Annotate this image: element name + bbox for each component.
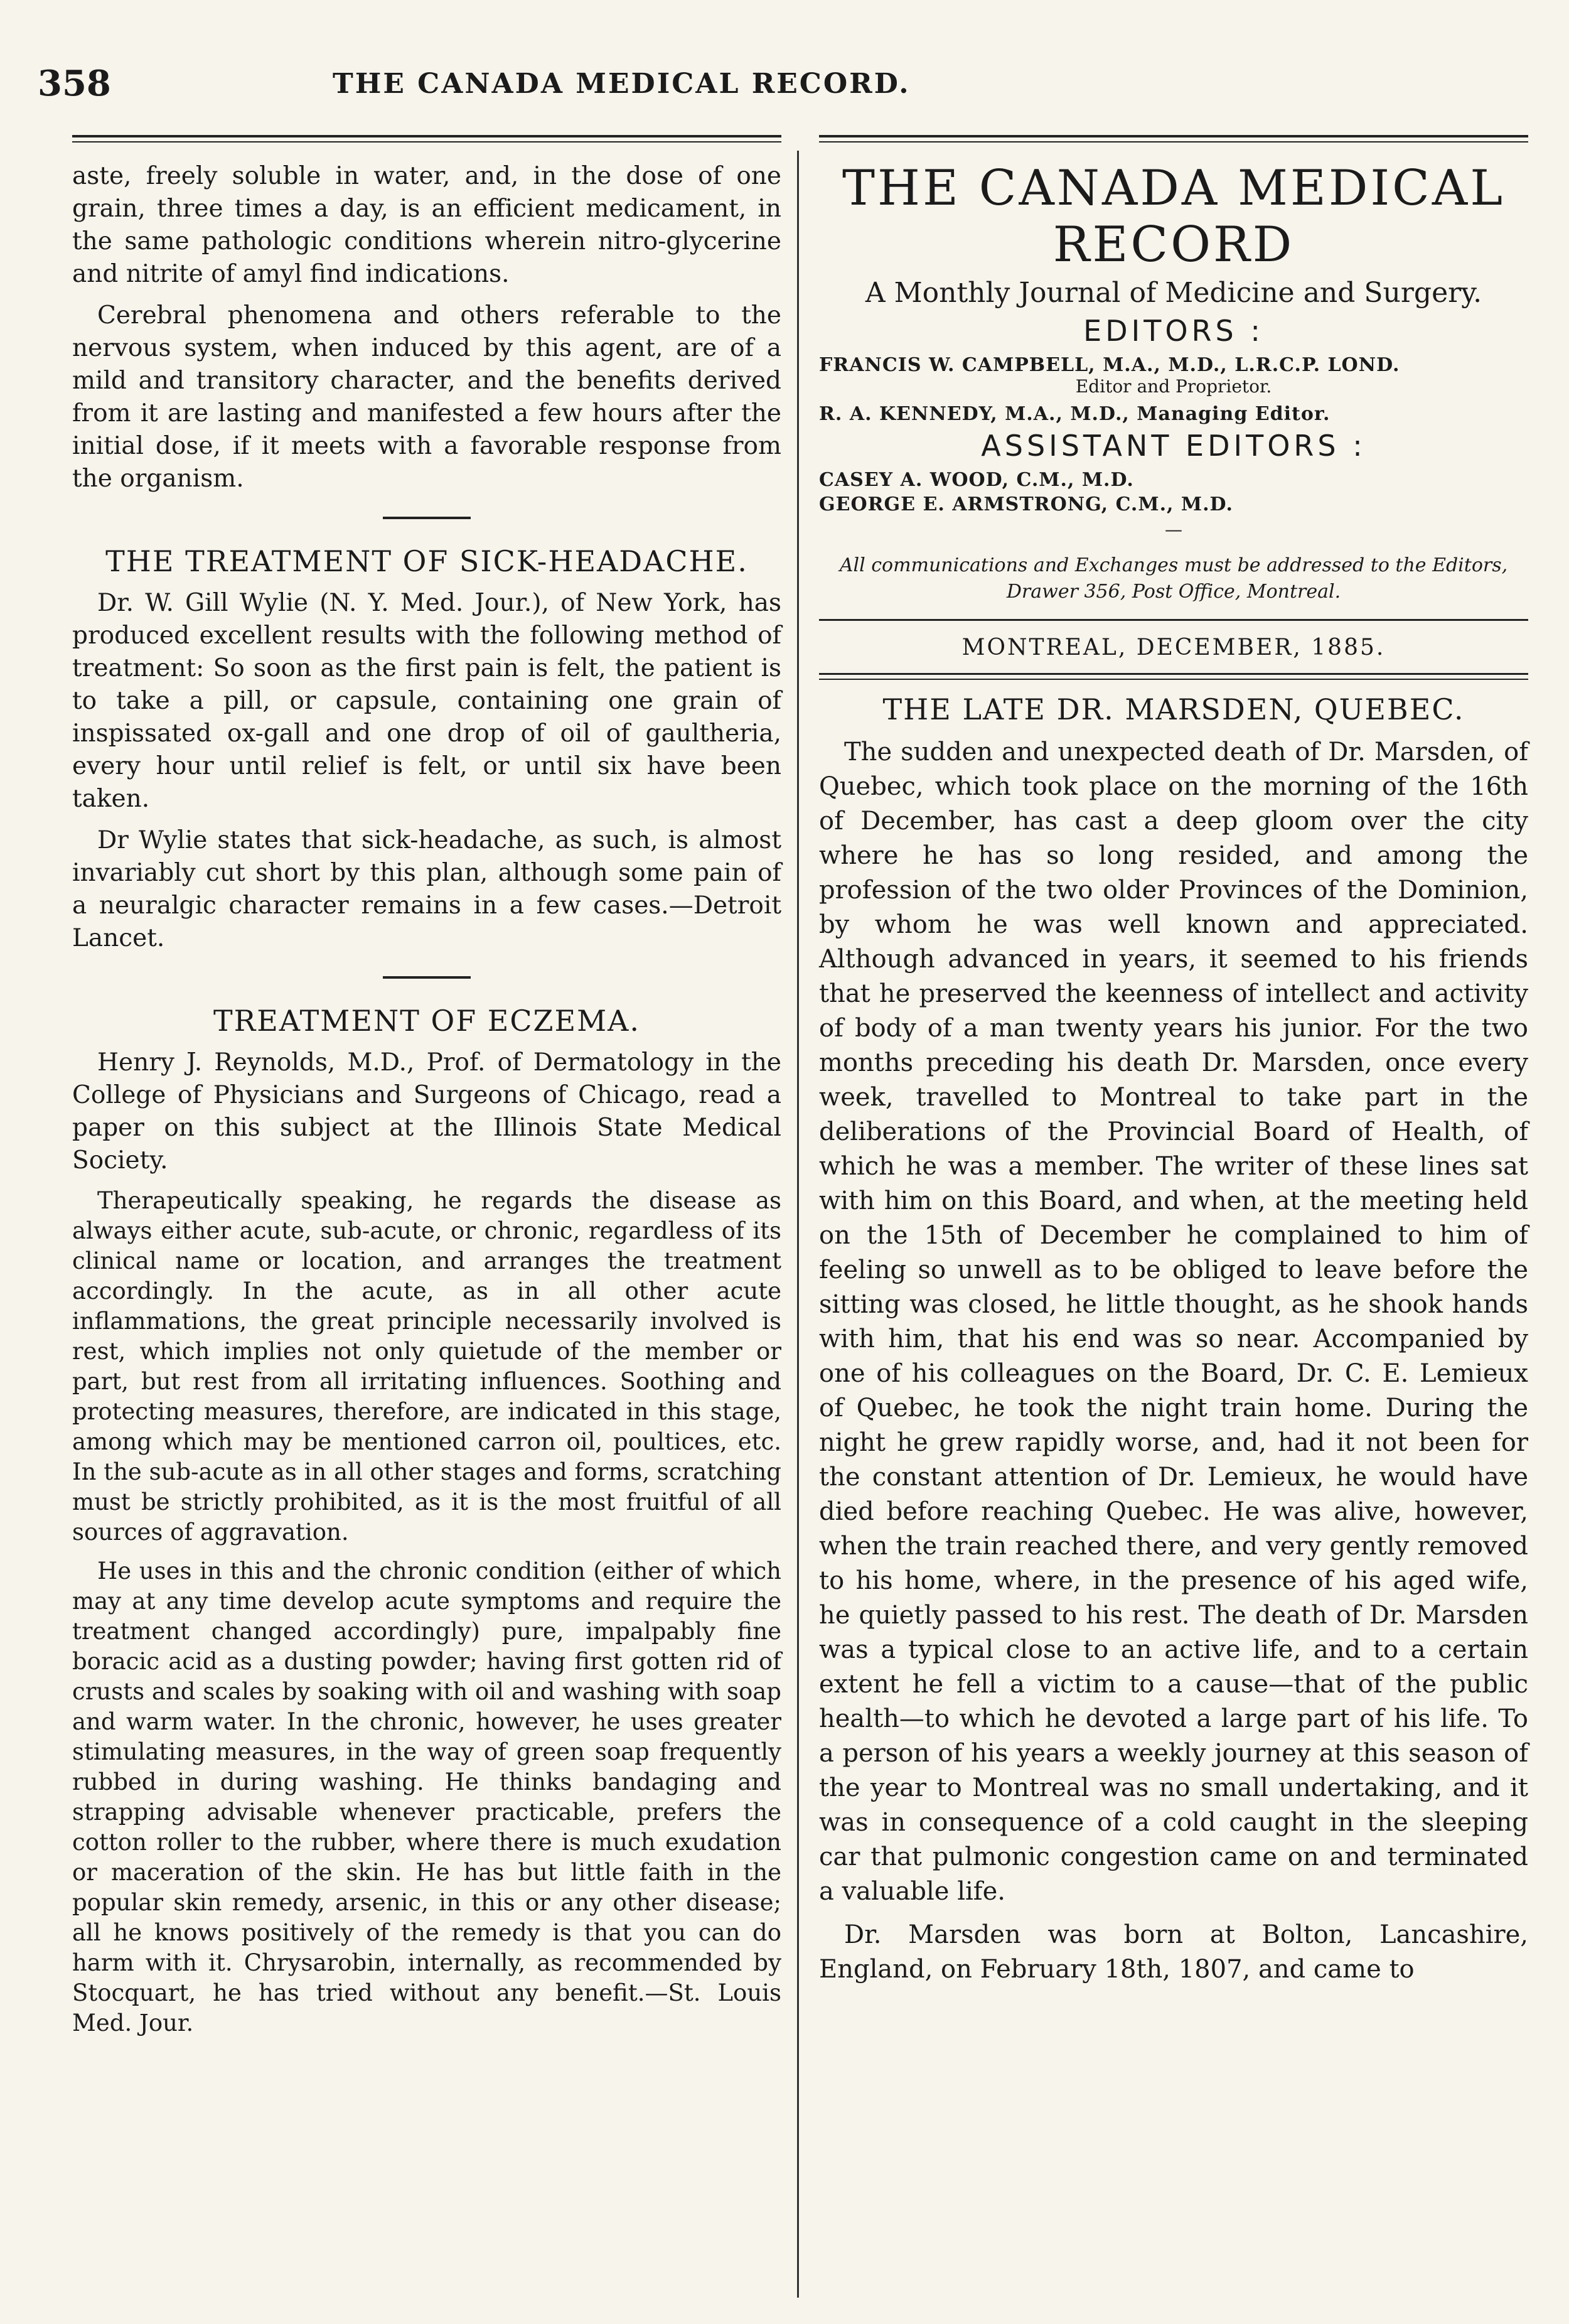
assistant-editor-2: GEORGE E. ARMSTRONG, C.M., M.D.	[819, 493, 1233, 515]
eczema-heading: TREATMENT OF ECZEMA.	[213, 1004, 641, 1038]
editor-1-role: Editor and Proprietor.	[1075, 376, 1272, 397]
eczema-paragraph-3: He uses in this and the chronic condition (either of which may at any time develop acute symptoms and require the treatment changed accordingly) pure, impalpably fine boracic acid as a dusting powder; having first gotten rid of crusts and scales by soaking with oil and washing with soap and warm water. In the chronic, however, he uses greater stimulating measures, in the way of green soap frequently rubbed in during washing. He thinks bandaging and strapping advisable whenever practicable, prefers the cotton roller to the rubber, where there is much exudation or maceration of the skin. He has but little faith in the popular skin remedy, arsenic, in this or any other disease; all he knows positively of the remedy is that you can do harm with it. Chrysarobin, internally, as recommended by Stocquart, he has tried without any benefit.—St. Louis Med. Jour.	[72, 1557, 781, 2036]
section-separator	[383, 976, 471, 979]
running-title: THE CANADA MEDICAL RECORD.	[333, 68, 911, 100]
assistant-editors-label: ASSISTANT EDITORS :	[981, 429, 1366, 463]
editor-2: R. A. KENNEDY, M.A., M.D., Managing Editor.	[819, 403, 1331, 425]
header-rule-right	[819, 135, 1528, 143]
obituary-paragraph-2: Dr. Marsden was born at Bolton, Lancashire, England, on February 18th, 1807, and came to	[819, 1920, 1528, 1984]
intro-paragraph-1: aste, freely soluble in water, and, in the dose of one grain, three times a day, is an efficient medicament, in the same pathologic conditions wherein nitro-glycerine and nitrite of amyl find indications.	[72, 162, 781, 288]
page-header	[38, 63, 1531, 113]
obituary-heading: THE LATE DR. MARSDEN, QUEBEC.	[882, 692, 1465, 726]
editor-1: FRANCIS W. CAMPBELL, M.A., M.D., L.R.C.P. LOND.	[819, 354, 1400, 376]
obituary-paragraph-1: The sudden and unexpected death of Dr. Marsden, of Quebec, which took place on the morning of the 16th of December, has cast a deep gloom over the city where he has so long resided, and among the profession of the two older Provinces of the Dominion, by whom he was well known and appreciated. Although advanced in years, it seemed to his friends that he preserved the keenness of intellect and activity of body of a man twenty years his junior. For the two months preceding his death Dr. Marsden, once every week, travelled to Montreal to take part in the deliberations of the Provincial Board of Health, of which he was a member. The writer of these lines sat with him on this Board, and when, at the meeting held on the 15th of December he complained to him of feeling so unwell as to be obliged to leave before the sitting was closed, he little thought, as he shook hands with him, that his end was so near. Accompanied by one of his colleagues on the Board, Dr. C. E. Lemieux of Quebec, he took the night train home. During the night he grew rapidly worse, and, had it not been for the constant attention of Dr. Lemieux, he would have died before reaching Quebec. He was alive, however, when the train reached there, and very gently removed to his home, where, in the presence of his aged wife, he quietly passed to his rest. The death of Dr. Marsden was a typical close to an active life, and to a certain extent he fell a victim to a cause—that of the public health—to which he devoted a large part of his life. To a person of his years a weekly journey at this season of the year to Montreal was no small undertaking, and it was in consequence of a cold caught in the sleeping car that pulmonic congestion came on and terminated a valuable life.	[819, 738, 1528, 1906]
dateline: MONTREAL, DECEMBER, 1885.	[961, 635, 1386, 660]
left-column	[72, 160, 781, 2047]
dateline-rule-bottom	[819, 673, 1528, 680]
sick-headache-paragraph-1: Dr. W. Gill Wylie (N. Y. Med. Jour.), of New York, has produced excellent results with the following method of treatment: So soon as the first pain is felt, the patient is to take a pill, or capsule, containing one grain of inspissated ox-gall and one drop of oil of gaultheria, every hour until relief is felt, or until six have been taken.	[72, 589, 781, 813]
header-rule-left	[72, 135, 781, 143]
section-separator	[383, 517, 471, 519]
sick-headache-paragraph-2: Dr Wylie states that sick-headache, as such, is almost invariably cut short by this plan, although some pain of a neuralgic character remains in a few cases.—Detroit Lancet.	[72, 826, 781, 952]
communications-notice: All communications and Exchanges must be addressed to the Editors, Drawer 356, Post Office, Montreal.	[839, 554, 1508, 603]
intro-paragraph-2: Cerebral phenomena and others referable to the nervous system, when induced by this agent, are of a mild and transitory character, and the benefits derived from it are lasting and manifested a few hours after the initial dose, if it meets with a favorable response from the organism.	[72, 301, 781, 493]
page-number: 358	[38, 63, 111, 104]
right-column	[819, 160, 1528, 1996]
dateline-rule-top	[819, 619, 1528, 621]
assistant-editor-1: CASEY A. WOOD, C.M., M.D.	[819, 469, 1134, 491]
editors-label: EDITORS :	[1083, 314, 1264, 348]
eczema-paragraph-1: Henry J. Reynolds, M.D., Prof. of Dermatology in the College of Physicians and Surgeons of Chicago, read a paper on this subject at the Illinois State Medical Society.	[72, 1048, 781, 1175]
sick-headache-heading: THE TREATMENT OF SICK-HEADACHE.	[105, 544, 748, 578]
column-divider	[797, 151, 799, 2298]
masthead-subtitle: A Monthly Journal of Medicine and Surgery.	[865, 277, 1482, 309]
eczema-paragraph-2: Therapeutically speaking, he regards the disease as always either acute, sub-acute, or chronic, regardless of its clinical name or location, and arranges the treatment accordingly. In the acute, as in all other acute inflammations, the great principle necessarily involved is rest, which implies not only quietude of the member or part, but rest from all irritating influences. Soothing and protecting measures, therefore, are indicated in this stage, among which may be mentioned carron oil, poultices, etc. In the sub-acute as in all other stages and forms, scratching must be strictly prohibited, as it is the most fruitful of all sources of aggravation.	[72, 1187, 781, 1546]
masthead-dash: —	[1165, 519, 1182, 540]
masthead-title: THE CANADA MEDICAL RECORD	[842, 160, 1505, 273]
